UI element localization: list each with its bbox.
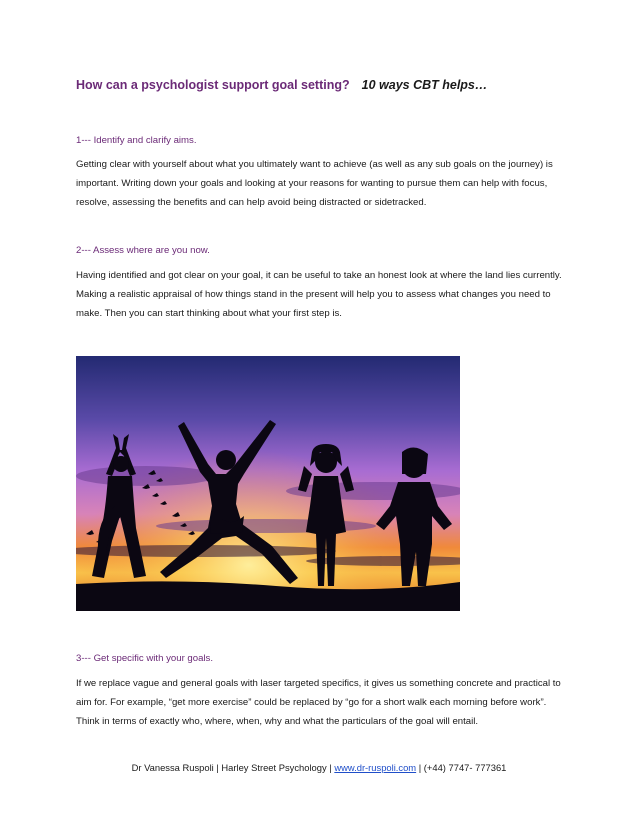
footer-name: Dr Vanessa Ruspoli xyxy=(131,762,214,773)
section-heading-1: 1--- Identify and clarify aims. xyxy=(76,135,197,146)
title-main: How can a psychologist support goal setting? xyxy=(76,78,350,92)
sunset-silhouettes-image xyxy=(76,356,460,611)
footer-separator: | xyxy=(416,762,424,773)
footer-phone: (+44) 7747- 777361 xyxy=(423,762,507,773)
footer-separator: | xyxy=(326,762,335,773)
title-subtitle: 10 ways CBT helps… xyxy=(361,78,488,92)
section-body-3: If we replace vague and general goals with laser targeted specifics, it gives us something concrete and practical to aim for. For example, “get more exercise” could be replaced by “go for a short walk each morning before work”. Think in terms of exactly who, where, when, why and what the particulars of the goal will entail. xyxy=(76,678,561,727)
section-heading-2: 2--- Assess where are you now. xyxy=(76,245,210,256)
footer-practice: Harley Street Psychology xyxy=(221,762,327,773)
section-body-1: Getting clear with yourself about what you ultimately want to achieve (as well as any sub goals on the journey) is important. Writing down your goals and looking at your reasons for wanting to pursue them can help with focus, resolve, assessing the benefits and can help avoid being distracted or sidetracked. xyxy=(76,159,553,208)
section-body-2: Having identified and got clear on your goal, it can be useful to take an honest look at where the land lies currently. Making a realistic appraisal of how things stand in the present will help you to assess what changes you need to make. Then you can start thinking about what your first step is. xyxy=(76,270,562,319)
page-title xyxy=(76,78,487,92)
page-footer xyxy=(0,762,638,773)
footer-website-link[interactable]: www.dr-ruspoli.com xyxy=(334,762,417,773)
footer-separator: | xyxy=(213,762,222,773)
section-heading-3: 3--- Get specific with your goals. xyxy=(76,653,214,664)
